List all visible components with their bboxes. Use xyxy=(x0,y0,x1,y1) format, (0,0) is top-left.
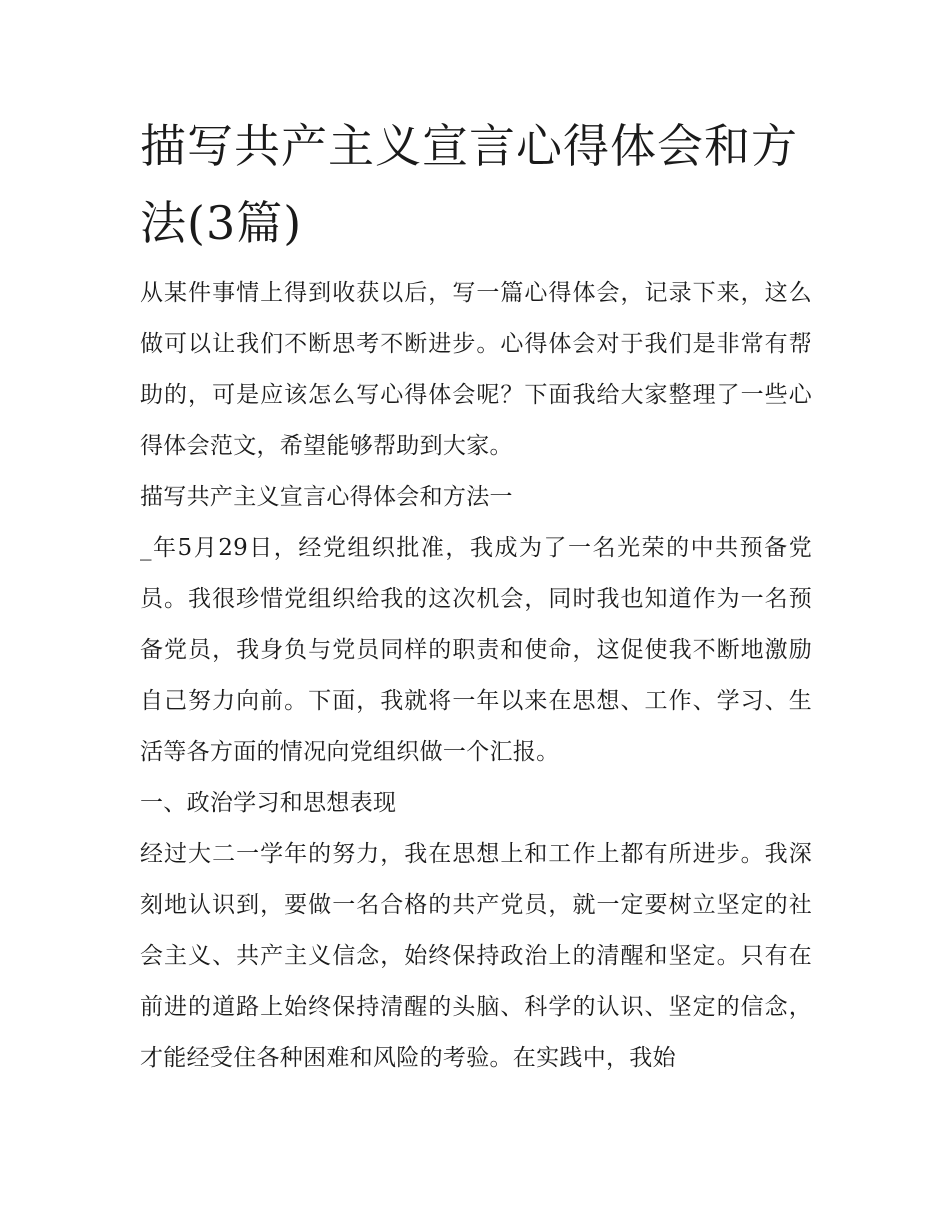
document-body xyxy=(140,108,812,1084)
body-paragraph: 经过大二一学年的努力，我在思想上和工作上都有所进步。我深刻地认识到，要做一名合格的共产党员，就一定要树立坚定的社会主义、共产主义信念，始终保持政治上的清醒和坚定。只有在前进的道路上始终保持清醒的头脑、科学的认识、坚定的信念，才能经受住各种困难和风险的考验。在实践中，我始 xyxy=(140,841,812,1071)
intro-paragraph: 从某件事情上得到收获以后，写一篇心得体会，记录下来，这么做可以让我们不断思考不断进步。心得体会对于我们是非常有帮助的，可是应该怎么写心得体会呢？下面我给大家整理了一些心得体会范文，希望能够帮助到大家。 xyxy=(140,280,812,459)
document-title: 描写共产主义宣言心得体会和方法(3篇) xyxy=(140,119,798,250)
section-heading: 描写共产主义宣言心得体会和方法一 xyxy=(140,484,513,510)
body-paragraph: _年5月29日，经党组织批准，我成为了一名光荣的中共预备党员。我很珍惜党组织给我的这次机会，同时我也知道作为一名预备党员，我身负与党员同样的职责和使命，这促使我不断地激励自己努力向前。下面，我就将一年以来在思想、工作、学习、生活等各方面的情况向党组织做一个汇报。 xyxy=(140,535,812,765)
subsection-heading: 一、政治学习和思想表现 xyxy=(140,790,397,816)
